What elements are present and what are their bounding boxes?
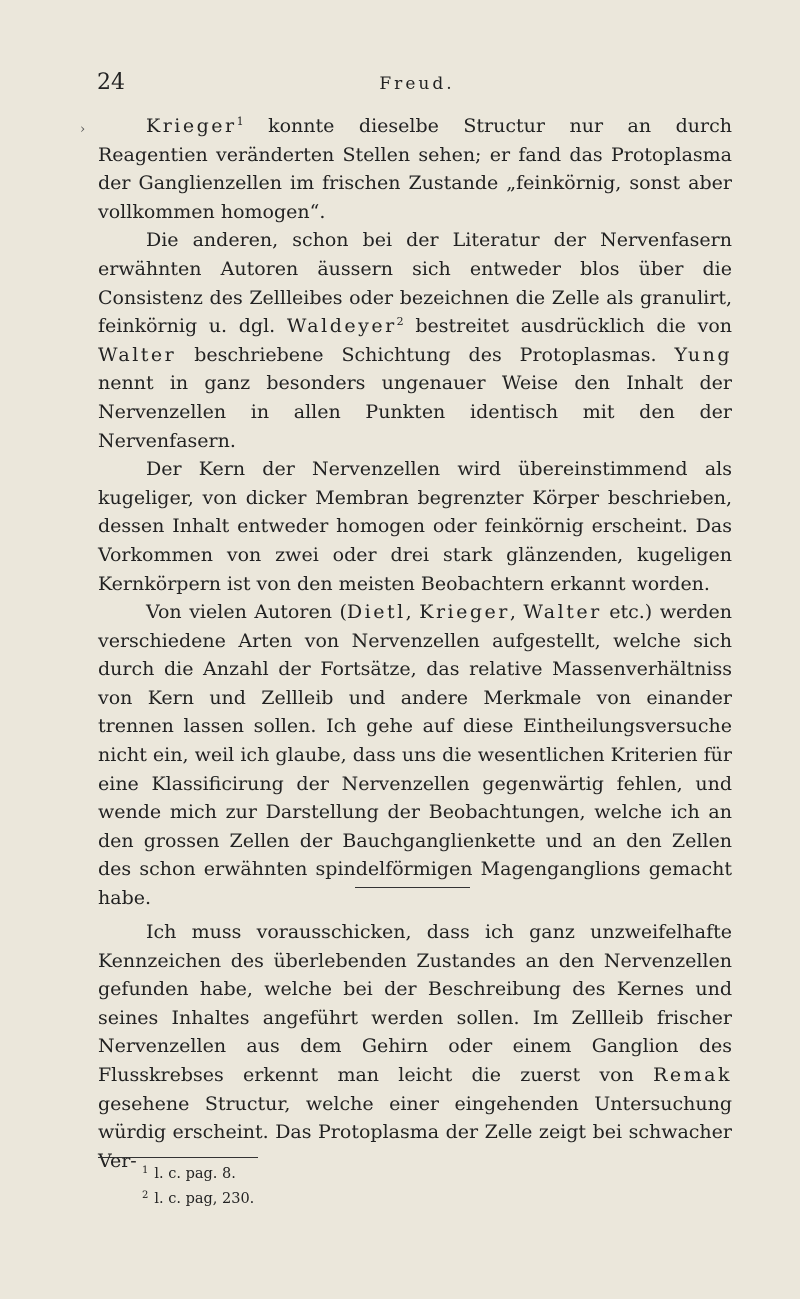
paragraph-2 — [98, 226, 732, 455]
separator: , — [405, 601, 420, 624]
author-name: Walter — [98, 343, 177, 366]
paragraph-text: konnte dieselbe Structur nur an durch Reagentien veränderten Stellen sehen; er fand das Protoplasma der Ganglienzellen im frischen Zustande „feinkörnig, sonst aber vollkommen homogen“. — [98, 115, 732, 223]
footnote-divider — [98, 1157, 258, 1158]
footnotes — [142, 1160, 542, 1210]
paragraph-text: Ich muss vorausschicken, dass ich ganz unzweifelhafte Kennzeichen des überlebenden Zustandes an den Nervenzellen gefunden habe, welche bei der Beschreibung des Kernes und seines Inhaltes angeführt werden sollen. Im Zellleib frischer Nervenzellen aus dem Gehirn oder einem Ganglion des Flusskrebses erkennt man leicht die zuerst von — [98, 921, 732, 1086]
paragraph-text: gesehene Structur, welche einer eingehenden Untersuchung würdig erscheint. Das Protoplasma der Zelle zeigt bei schwacher Ver- — [98, 1092, 732, 1172]
section-divider — [355, 887, 470, 888]
paragraph-text: nennt in ganz besonders ungenauer Weise den Inhalt der Nervenzellen in allen Punkten identisch mit den der Nervenfasern. — [98, 372, 732, 452]
author-name: Krieger — [419, 601, 510, 624]
paragraph-text: Der Kern der Nervenzellen wird übereinstimmend als kugeliger, von dicker Membran begrenzter Körper beschrieben, dessen Inhalt entweder homogen oder feinkörnig erscheint. Das Vorkommen von zwei oder drei stark glänzenden, kugeligen Kernkörpern ist von den meisten Beobachtern erkannt worden. — [98, 458, 732, 595]
footnote-text: l. c. pag. 8. — [154, 1166, 236, 1182]
footnote-text: l. c. pag, 230. — [154, 1191, 255, 1207]
page-number: 24 — [97, 70, 125, 95]
paragraph-5 — [98, 918, 732, 1175]
footnote-ref: 2 — [396, 315, 404, 329]
separator: , — [509, 601, 524, 624]
paragraph-1 — [98, 112, 732, 226]
footnote-mark: 2 — [142, 1190, 149, 1201]
footnote-mark: 1 — [142, 1165, 149, 1176]
paragraph-text: etc.) werden verschiedene Arten von Nervenzellen aufgestellt, welche sich durch die Anzahl der Fortsätze, das relative Massenverhältniss von Kern und Zellleib und andere Merkmale von einander trennen lassen sollen. Ich gehe auf diese Eintheilungsversuche nicht ein, weil ich glaube, dass uns die wesentlichen Kriterien für eine Klassificirung der Nervenzellen gegenwärtig fehlen, und wende mich zur Darstellung der Beobachtungen, welche ich an den grossen Zellen der Bauchganglienkette und an den Zellen des schon erwähnten spindelförmigen Magenganglions gemacht habe. — [98, 601, 732, 910]
footnote-ref: 1 — [236, 115, 244, 128]
paragraph-text: bestreitet ausdrücklich die von — [403, 315, 733, 338]
page-header — [97, 70, 737, 100]
margin-mark: › — [80, 122, 86, 137]
author-name: Remak — [653, 1063, 732, 1086]
paragraph-text: Von vielen Autoren ( — [146, 601, 347, 624]
author-name: Yung — [674, 343, 732, 366]
running-head: Freud. — [379, 74, 455, 94]
paragraph-4 — [98, 598, 732, 913]
paragraph-text: Die anderen, schon bei der Literatur der Nervenfasern erwähnten Autoren äussern sich entweder blos über die Consistenz des Zellleibes oder bezeichnen die Zelle als granulirt, feinkörnig u. dgl. — [98, 229, 732, 338]
author-name: Krieger — [146, 115, 237, 137]
paragraph-text: beschriebene Schichtung des Protoplasmas. — [176, 343, 675, 366]
footnote-1 — [142, 1160, 542, 1185]
main-text-lower — [98, 918, 732, 1175]
author-name: Waldeyer — [286, 315, 397, 338]
footnote-2 — [142, 1185, 542, 1210]
author-name: Dietl — [346, 601, 406, 624]
author-name: Walter — [523, 601, 602, 624]
main-text-upper — [98, 112, 732, 913]
paragraph-3 — [98, 455, 732, 598]
